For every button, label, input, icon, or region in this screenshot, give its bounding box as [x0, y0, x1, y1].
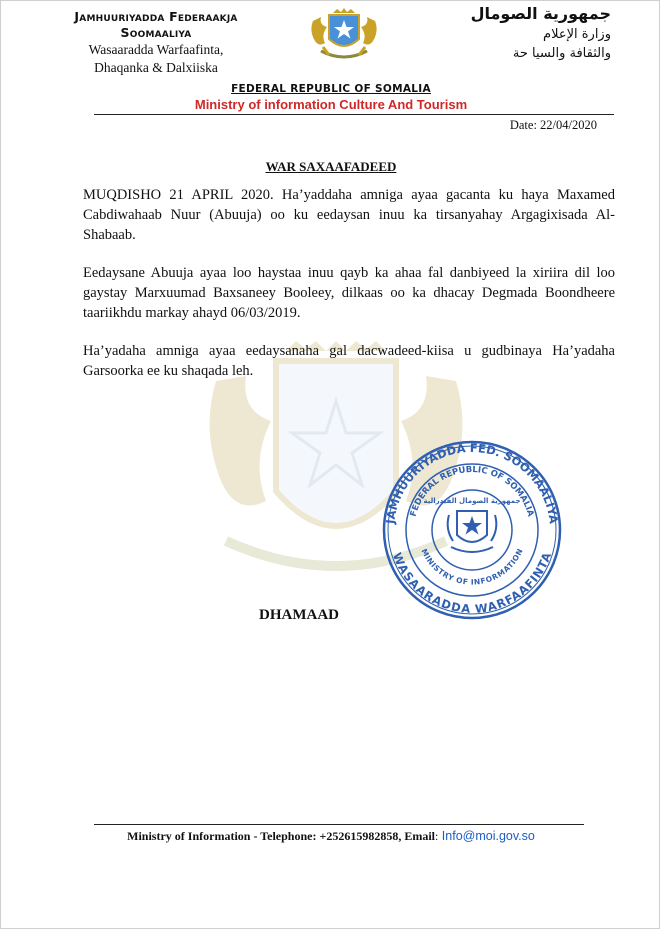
paragraph-1: MUQDISHO 21 APRIL 2020. Ha’yaddaha amniga ayaa gacanta ku haya Maxamed Cabdiwahaab Nuur (Abuuja) oo ku eedaysan inuu ka tirsanyahay Argagixisada Al-Shabaab.	[83, 187, 615, 243]
header-somali-block	[21, 9, 291, 77]
footer-contact-text: Ministry of Information - Telephone: +252615982858, Email	[127, 829, 435, 843]
press-release-body	[83, 185, 615, 399]
stamp-inner-top-text: FEDERAL REPUBLIC OF SOMALIA	[408, 464, 536, 518]
header-divider	[94, 114, 614, 115]
federal-republic-heading: FEDERAL REPUBLIC OF SOMALIA	[231, 83, 431, 95]
header-arabic-ministry-line2: والثقافة والسيا حة	[512, 46, 611, 61]
footer-divider	[94, 824, 584, 825]
header-republic-name: Jamhuuriyadda Federaakja	[74, 9, 238, 24]
svg-text:MINISTRY OF INFORMATION	[419, 547, 524, 586]
footer-separator: :	[434, 829, 439, 843]
official-stamp	[379, 437, 565, 623]
stamp-inner-bottom-text: MINISTRY OF INFORMATION	[419, 547, 525, 587]
header-arabic-block	[441, 3, 611, 63]
stamp-arabic-text: جمهورية الصومال الفيدرالية	[423, 497, 521, 505]
press-release-title: WAR SAXAAFADEED	[265, 159, 397, 174]
header-country-name: Soomaaliya	[120, 25, 192, 40]
paragraph-3: Ha’yadaha amniga ayaa eedaysanaha gal dacwadeed-kiisa u gudbinaya Ha’yadaha Garsoorka ee ku shaqada leh.	[83, 343, 615, 379]
header-ministry-line2: Dhaqanka & Dalxiiska	[94, 60, 218, 75]
closing-word: DHAMAAD	[259, 607, 339, 623]
header-arabic-republic: جمهورية الصومال	[470, 4, 611, 23]
footer	[1, 829, 660, 844]
ministry-heading: Ministry of information Culture And Tourism	[194, 97, 468, 112]
coat-of-arms-icon	[303, 7, 385, 65]
stamp-emblem-icon	[448, 511, 497, 552]
paragraph-2: Eedaysane Abuuja ayaa loo haystaa inuu qayb ka ahaa fal danbiyeed la xiriira dil loo gaystay Marxuumad Baxsaneey Booleey, dilkaas oo ka dhacay Degmada Boondheere taariikhdu markay ahayd 06/03/2019.	[83, 265, 615, 321]
header-arabic-ministry-line1: وزارة الإعلام	[543, 27, 611, 42]
stamp-outer-bottom-text: WASAARADDA WARFAAFINTA	[389, 550, 555, 616]
document-date: Date: 22/04/2020	[509, 118, 597, 132]
footer-email-link[interactable]: Info@moi.gov.so	[438, 829, 535, 843]
header-ministry-line1: Wasaaradda Warfaafinta,	[88, 42, 224, 57]
stamp-outer-top-text: JAMHUURIYADDA FED. SOOMAALIYA	[383, 440, 561, 525]
